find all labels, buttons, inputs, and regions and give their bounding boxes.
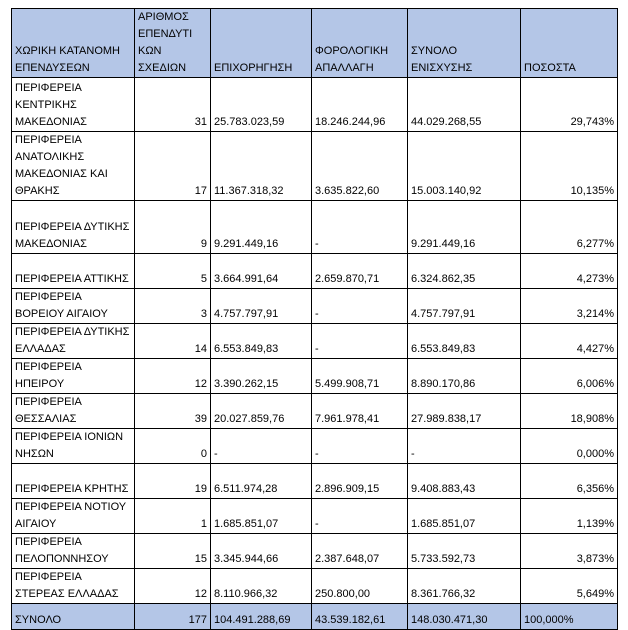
percent-cell: 18,908%	[521, 394, 618, 429]
grant-cell: 25.783.023,59	[211, 78, 312, 132]
grant-cell: -	[211, 429, 312, 464]
table-row	[12, 359, 618, 394]
table-row	[12, 394, 618, 429]
grant-cell: 1.685.851,07	[211, 499, 312, 534]
totals-percent: 100,000%	[521, 604, 618, 630]
table-row	[12, 132, 618, 201]
table-row	[12, 464, 618, 499]
count-cell: 12	[135, 359, 211, 394]
percent-cell: 3,873%	[521, 534, 618, 569]
total-cell: 4.757.797,91	[408, 289, 521, 324]
percent-cell: 6,277%	[521, 201, 618, 254]
percent-cell: 0,000%	[521, 429, 618, 464]
count-cell: 12	[135, 569, 211, 604]
total-cell: 8.361.766,32	[408, 569, 521, 604]
tax-cell: -	[312, 429, 408, 464]
total-cell: 44.029.268,55	[408, 78, 521, 132]
grant-cell: 11.367.318,32	[211, 132, 312, 201]
grant-cell: 3.664.991,64	[211, 254, 312, 289]
region-cell: ΠΕΡΙΦΕΡΕΙΑ ΠΕΛΟΠΟΝΝΗΣΟΥ	[12, 534, 135, 569]
totals-total: 148.030.471,30	[408, 604, 521, 630]
grant-cell: 9.291.449,16	[211, 201, 312, 254]
region-cell: ΠΕΡΙΦΕΡΕΙΑ ΚΕΝΤΡΙΚΗΣ ΜΑΚΕΔΟΝΙΑΣ	[12, 78, 135, 132]
region-cell: ΠΕΡΙΦΕΡΕΙΑ ΒΟΡΕΙΟΥ ΑΙΓΑΙΟΥ	[12, 289, 135, 324]
tax-cell: 5.499.908,71	[312, 359, 408, 394]
total-cell: 8.890.170,86	[408, 359, 521, 394]
tax-cell: 250.800,00	[312, 569, 408, 604]
total-cell: 27.989.838,17	[408, 394, 521, 429]
tax-cell: 2.659.870,71	[312, 254, 408, 289]
header-row	[12, 9, 618, 78]
table-row	[12, 78, 618, 132]
total-cell: 6.553.849,83	[408, 324, 521, 359]
count-cell: 14	[135, 324, 211, 359]
total-cell: 9.408.883,43	[408, 464, 521, 499]
totals-label: ΣΥΝΟΛΟ	[12, 604, 135, 630]
grant-cell: 4.757.797,91	[211, 289, 312, 324]
table-row	[12, 254, 618, 289]
table-row	[12, 534, 618, 569]
total-cell: 9.291.449,16	[408, 201, 521, 254]
header-percent: ΠΟΣΟΣΤΑ	[521, 9, 618, 78]
tax-cell: 18.246.244,96	[312, 78, 408, 132]
region-cell: ΠΕΡΙΦΕΡΕΙΑ ΣΤΕΡΕΑΣ ΕΛΛΑΔΑΣ	[12, 569, 135, 604]
grant-cell: 3.390.262,15	[211, 359, 312, 394]
region-cell: ΠΕΡΙΦΕΡΕΙΑ ΑΝΑΤΟΛΙΚΗΣ ΜΑΚΕΔΟΝΙΑΣ ΚΑΙ ΘΡΑΚΗΣ	[12, 132, 135, 201]
count-cell: 0	[135, 429, 211, 464]
grant-cell: 8.110.966,32	[211, 569, 312, 604]
table-row	[12, 569, 618, 604]
grant-cell: 3.345.944,66	[211, 534, 312, 569]
count-cell: 3	[135, 289, 211, 324]
tax-cell: -	[312, 324, 408, 359]
region-cell: ΠΕΡΙΦΕΡΕΙΑ ΔΥΤΙΚΗΣ ΜΑΚΕΔΟΝΙΑΣ	[12, 201, 135, 254]
region-cell: ΠΕΡΙΦΕΡΕΙΑ ΚΡΗΤΗΣ	[12, 464, 135, 499]
count-cell: 15	[135, 534, 211, 569]
percent-cell: 4,427%	[521, 324, 618, 359]
percent-cell: 3,214%	[521, 289, 618, 324]
header-tax-exemption: ΦΟΡΟΛΟΓΙΚΗ ΑΠΑΛΛΑΓΗ	[312, 9, 408, 78]
table-row	[12, 289, 618, 324]
count-cell: 31	[135, 78, 211, 132]
tax-cell: -	[312, 289, 408, 324]
totals-tax: 43.539.182,61	[312, 604, 408, 630]
total-cell: 15.003.140,92	[408, 132, 521, 201]
totals-grant: 104.491.288,69	[211, 604, 312, 630]
percent-cell: 1,139%	[521, 499, 618, 534]
percent-cell: 6,006%	[521, 359, 618, 394]
region-cell: ΠΕΡΙΦΕΡΕΙΑ ΔΥΤΙΚΗΣ ΕΛΛΑΔΑΣ	[12, 324, 135, 359]
grant-cell: 20.027.859,76	[211, 394, 312, 429]
percent-cell: 4,273%	[521, 254, 618, 289]
totals-row	[12, 604, 618, 630]
region-cell: ΠΕΡΙΦΕΡΕΙΑ ΑΤΤΙΚΗΣ	[12, 254, 135, 289]
table-row	[12, 324, 618, 359]
tax-cell: 2.387.648,07	[312, 534, 408, 569]
total-cell: 6.324.862,35	[408, 254, 521, 289]
totals-count: 177	[135, 604, 211, 630]
table-row	[12, 201, 618, 254]
percent-cell: 29,743%	[521, 78, 618, 132]
header-count: ΑΡΙΘΜΟΣ ΕΠΕΝΔΥΤΙ ΚΩΝ ΣΧΕΔΙΩΝ	[135, 9, 211, 78]
total-cell: 1.685.851,07	[408, 499, 521, 534]
tax-cell: 2.896.909,15	[312, 464, 408, 499]
header-region: ΧΩΡΙΚΗ ΚΑΤΑΝΟΜΗ ΕΠΕΝΔΥΣΕΩΝ	[12, 9, 135, 78]
count-cell: 17	[135, 132, 211, 201]
region-cell: ΠΕΡΙΦΕΡΕΙΑ ΙΟΝΙΩΝ ΝΗΣΩΝ	[12, 429, 135, 464]
region-cell: ΠΕΡΙΦΕΡΕΙΑ ΘΕΣΣΑΛΙΑΣ	[12, 394, 135, 429]
grant-cell: 6.553.849,83	[211, 324, 312, 359]
tax-cell: -	[312, 201, 408, 254]
header-grant: ΕΠΙΧΟΡΗΓΗΣΗ	[211, 9, 312, 78]
tax-cell: 3.635.822,60	[312, 132, 408, 201]
count-cell: 9	[135, 201, 211, 254]
tax-cell: -	[312, 499, 408, 534]
grant-cell: 6.511.974,28	[211, 464, 312, 499]
percent-cell: 10,135%	[521, 132, 618, 201]
total-cell: 5.733.592,73	[408, 534, 521, 569]
count-cell: 1	[135, 499, 211, 534]
header-total-support: ΣΥΝΟΛΟ ΕΝΙΣΧΥΣΗΣ	[408, 9, 521, 78]
region-cell: ΠΕΡΙΦΕΡΕΙΑ ΝΟΤΙΟΥ ΑΙΓΑΙΟΥ	[12, 499, 135, 534]
percent-cell: 6,356%	[521, 464, 618, 499]
percent-cell: 5,649%	[521, 569, 618, 604]
total-cell: -	[408, 429, 521, 464]
investment-distribution-table	[11, 8, 618, 630]
table-row	[12, 499, 618, 534]
table-row	[12, 429, 618, 464]
count-cell: 39	[135, 394, 211, 429]
count-cell: 5	[135, 254, 211, 289]
tax-cell: 7.961.978,41	[312, 394, 408, 429]
count-cell: 19	[135, 464, 211, 499]
region-cell: ΠΕΡΙΦΕΡΕΙΑ ΗΠΕΙΡΟΥ	[12, 359, 135, 394]
